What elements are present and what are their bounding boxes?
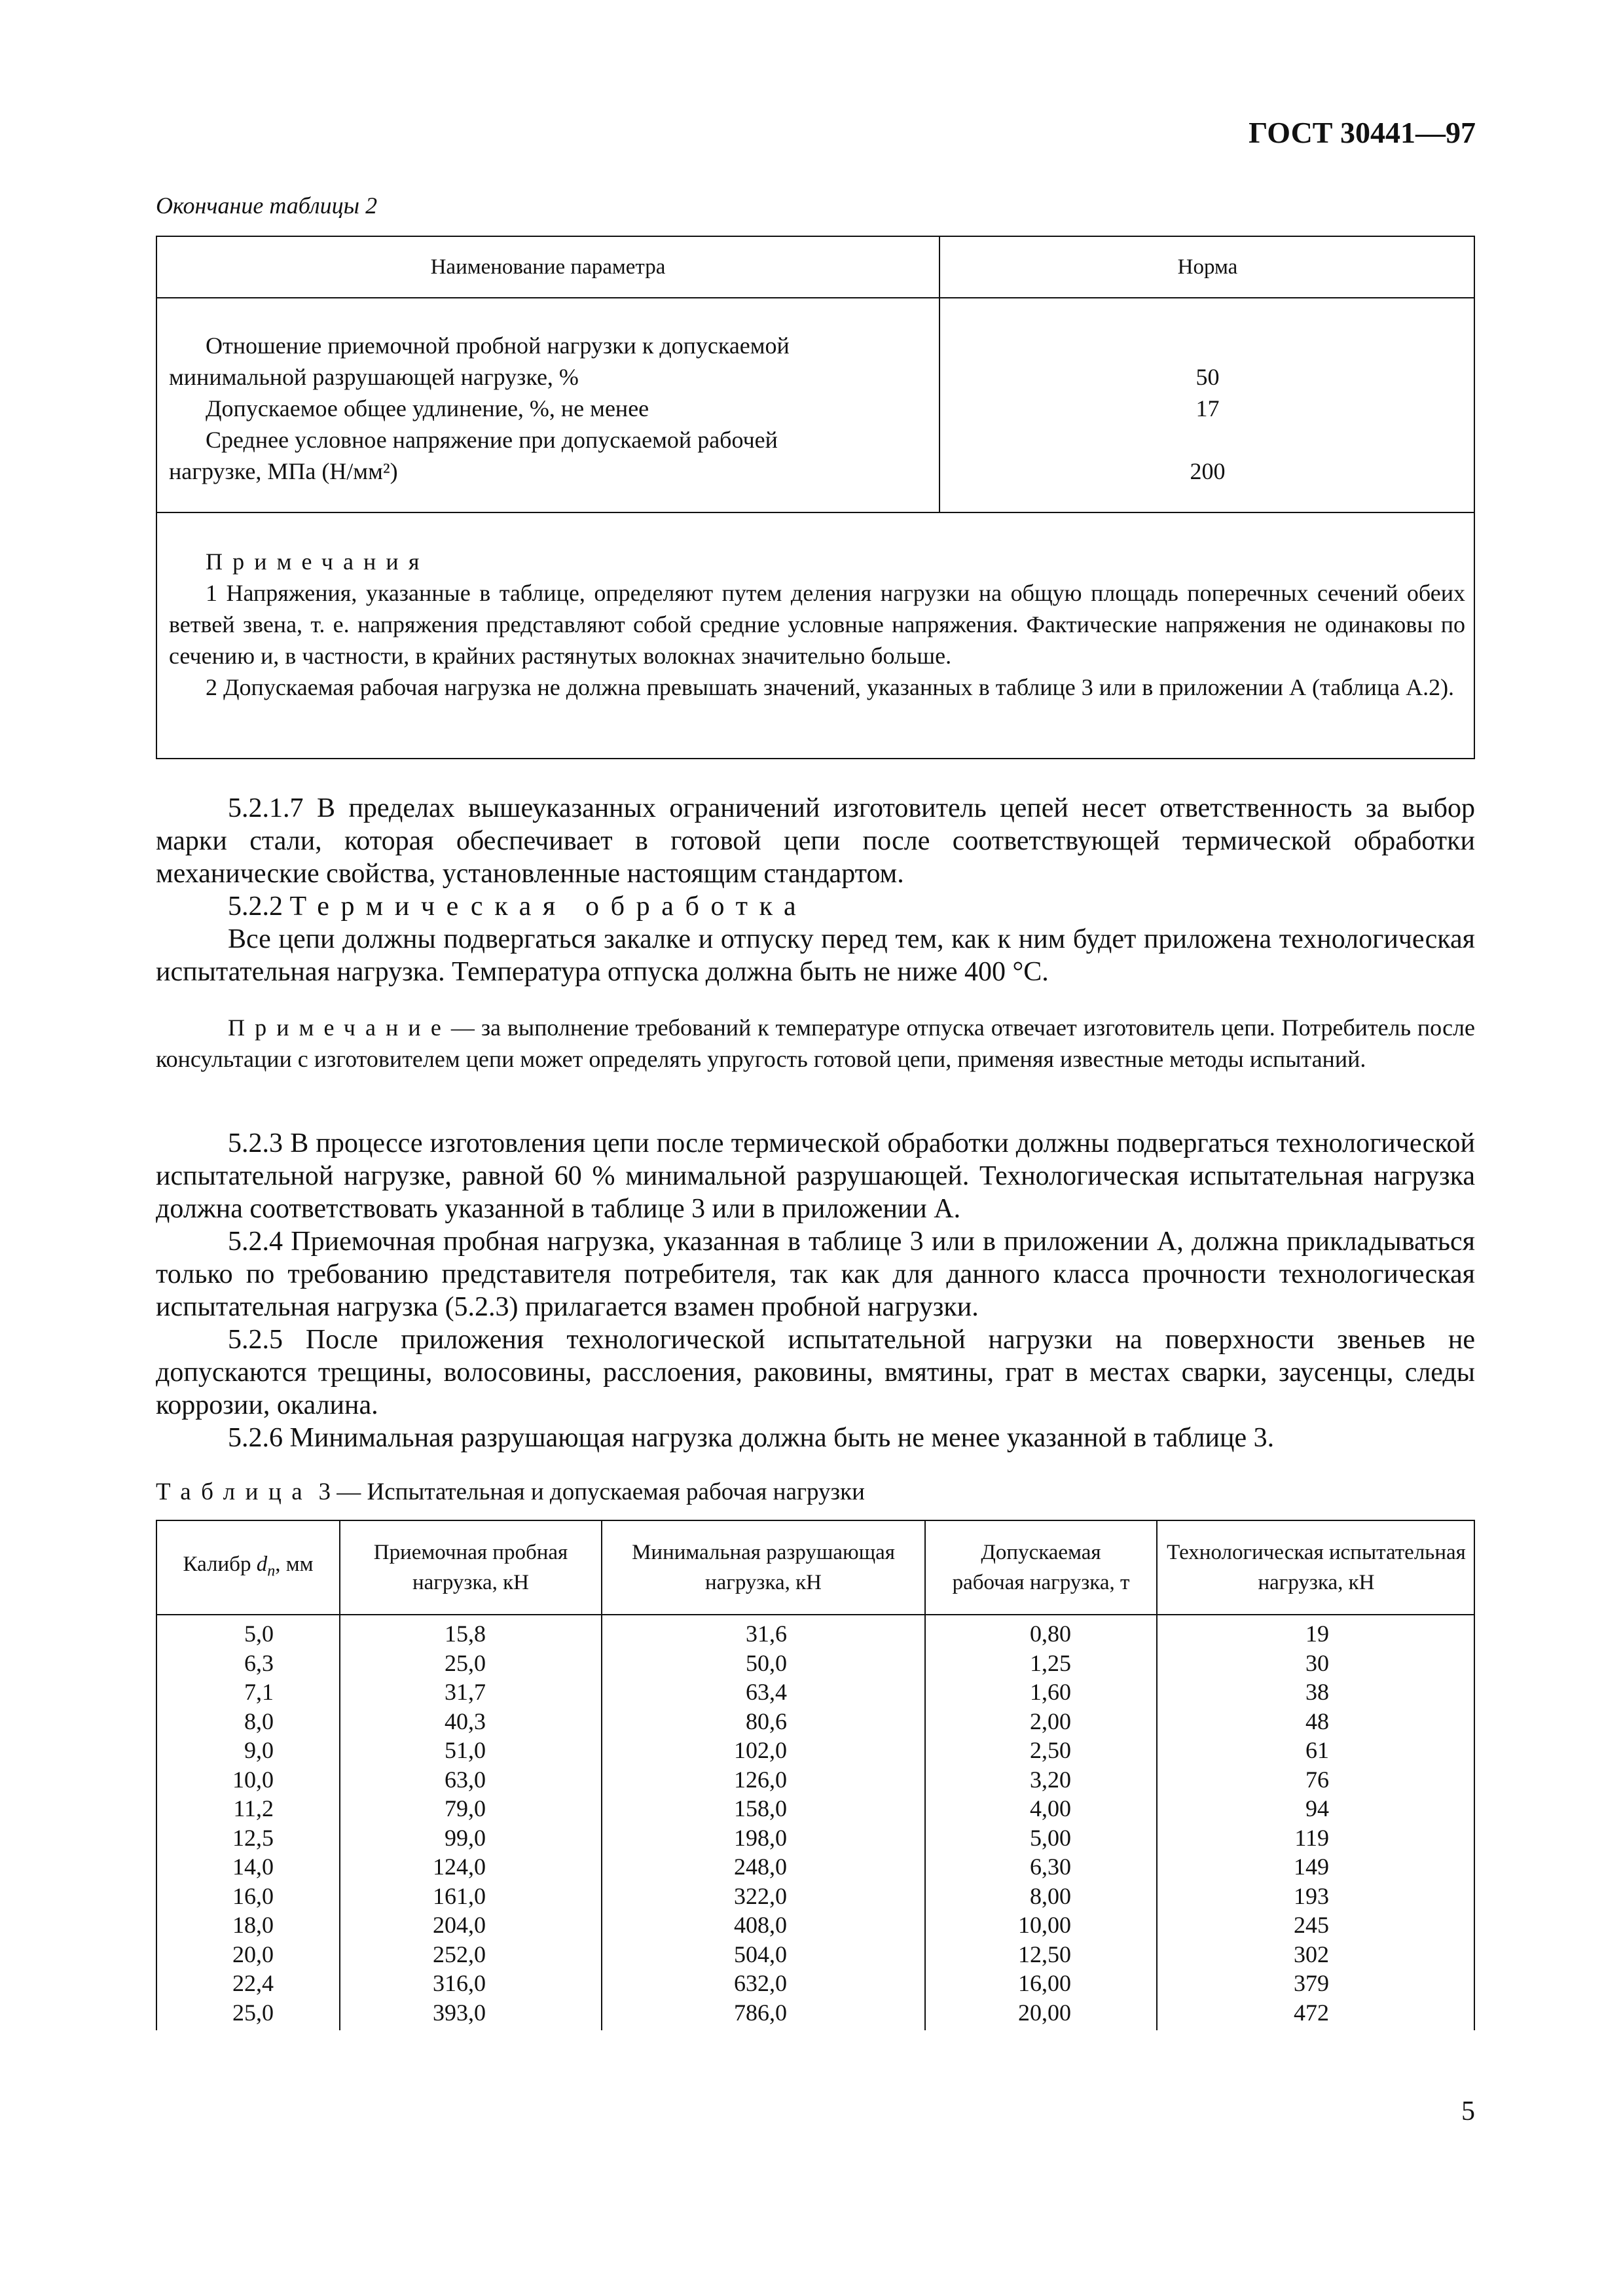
table3-header-divider [157,1614,1474,1615]
table3-cell-proof: 15,8 [445,1621,486,1647]
table3-header-caliber-sub: n [267,1562,276,1580]
table3-cell-tech: 30 [1305,1649,1329,1676]
table-2 [156,236,1475,759]
table3-cell-tech: 193 [1294,1882,1329,1909]
table3-header-caliber-var: d [256,1552,268,1576]
table3-cell-working: 5,00 [1030,1824,1071,1851]
table3-cell-working: 2,00 [1030,1708,1071,1734]
table3-cell-tech: 472 [1294,1999,1329,2026]
table2-note-2: 2 Допускаемая рабочая нагрузка не должна превышать значений, указанных в таблице 3 или в приложении А (таблица А.2). [206,674,1455,700]
table3-cell-proof: 51,0 [445,1737,486,1763]
document-code: ГОСТ 30441—97 [1249,116,1476,149]
table3-cell-break: 31,6 [746,1621,787,1647]
table3-cell-break: 80,6 [746,1708,787,1734]
table3-cell-tech: 76 [1305,1766,1329,1793]
note-tempering [156,1012,1475,1075]
table3-cell-working: 3,20 [1030,1766,1071,1793]
table3-cell-working: 1,25 [1030,1649,1071,1676]
table3-cell-break: 102,0 [734,1737,787,1763]
table3-cell-working: 10,00 [1018,1912,1071,1938]
table2-row1-line2: минимальной разрушающей нагрузке, % [169,364,579,390]
table3-cell-caliber: 16,0 [232,1882,274,1909]
table3-cell-working: 12,50 [1018,1941,1071,1967]
table3-cell-caliber: 8,0 [244,1708,274,1734]
table3-cell-break: 504,0 [734,1941,787,1967]
table3-cell-caliber: 5,0 [244,1621,274,1647]
table3-cell-caliber: 9,0 [244,1737,274,1763]
table3-cell-proof: 161,0 [433,1882,486,1909]
table2-header-divider [157,297,1474,298]
table-3 [156,1520,1475,2030]
table3-cell-tech: 94 [1305,1795,1329,1821]
table3-col-break [602,1619,787,2027]
table3-cell-break: 50,0 [746,1649,787,1676]
table2-param-cell [169,330,930,487]
table3-cell-proof: 204,0 [433,1912,486,1938]
table3-cell-working: 16,00 [1018,1970,1071,1996]
table3-cell-tech: 38 [1305,1679,1329,1705]
table3-cell-break: 63,4 [746,1679,787,1705]
table2-row2-line1: Допускаемое общее удлинение, %, не менее [206,395,649,422]
paragraph-5-2-3: 5.2.3 В процессе изготовления цепи после термической обработки должны подвергаться технологической испытательной нагрузке, равной 60 % минимальной разрушающей. Технологическая испытательная нагрузка должна соответствовать указанной в таблице 3 или в приложении А. [156,1128,1475,1224]
paragraph-5-2-4: 5.2.4 Приемочная пробная нагрузка, указанная в таблице 3 или в приложении А, должна прикладываться только по требованию представителя потребителя, так как для данного класса прочности технологическая испытательная нагрузка (5.2.3) прилагается взамен пробной нагрузки. [156,1227,1475,1322]
table3-cell-proof: 31,7 [445,1679,486,1705]
table3-cell-caliber: 6,3 [244,1649,274,1676]
heading-5-2-2 [156,890,1475,923]
paragraph-5-2-2: Все цепи должны подвергаться закалке и отпуску перед тем, как к ним будет приложена технологическая испытательная нагрузка. Температура отпуска должна быть не ниже 400 °С. [156,924,1475,987]
table2-notes-title: Примечания [206,548,429,575]
table3-cell-caliber: 18,0 [232,1912,274,1938]
table3-cell-proof: 25,0 [445,1649,486,1676]
table3-col-proof [340,1619,486,2027]
table3-col-working [926,1619,1071,2027]
table3-header-proof: Приемочная пробная нагрузка, кН [373,1541,568,1594]
table3-cell-break: 322,0 [734,1882,787,1909]
table3-cell-tech: 302 [1294,1941,1329,1967]
table2-notes [169,546,1465,703]
table3-cell-working: 8,00 [1030,1882,1071,1909]
table3-header-caliber-unit: , мм [275,1552,314,1576]
table3-cell-caliber: 14,0 [232,1854,274,1880]
table3-caption-word: Таблица [156,1479,313,1505]
paragraph-5-2-1-7 [156,792,1475,988]
table3-cell-break: 198,0 [734,1824,787,1851]
table3-cell-caliber: 20,0 [232,1941,274,1967]
table2-header-norm: Норма [1177,255,1238,279]
table2-notes-divider [157,512,1474,513]
table3-cell-tech: 61 [1305,1737,1329,1763]
table3-caption [156,1478,865,1506]
table3-caption-text: 3 — Испытательная и допускаемая рабочая нагрузки [318,1479,865,1505]
table3-cell-break: 158,0 [734,1795,787,1821]
table3-cell-working: 0,80 [1030,1621,1071,1647]
table3-cell-proof: 79,0 [445,1795,486,1821]
table3-cell-tech: 48 [1305,1708,1329,1734]
table3-col-caliber [157,1619,274,2027]
table3-header-caliber [157,1521,339,1614]
table3-cell-caliber: 25,0 [232,1999,274,2026]
table3-cell-proof: 252,0 [433,1941,486,1967]
table3-cell-working: 4,00 [1030,1795,1071,1821]
table3-cell-tech: 245 [1294,1912,1329,1938]
table2-row2-value: 17 [1195,395,1220,422]
table3-cell-tech: 149 [1294,1854,1329,1880]
table3-cell-working: 6,30 [1030,1854,1071,1880]
table3-header-caliber-label: Калибр [183,1552,257,1576]
table2-header-param: Наименование параметра [430,255,666,279]
table2-note-1: 1 Напряжения, указанные в таблице, определяют путем деления нагрузки на общую площадь поперечных сечений обеих ветвей звена, т. е. напряжения представляют собой средние условные напряжения. Фактические напряжения не одинаковы по сечению и, в частности, в крайних растянутых волокнах значительно больше. [169,580,1465,669]
table3-cell-tech: 119 [1294,1824,1329,1851]
table3-cell-proof: 316,0 [433,1970,486,1996]
table3-cell-break: 408,0 [734,1912,787,1938]
table3-cell-tech: 19 [1305,1621,1329,1647]
table3-cell-break: 248,0 [734,1854,787,1880]
table2-row1-line1: Отношение приемочной пробной нагрузки к допускаемой [206,332,790,359]
paragraph-5-2-5: 5.2.5 После приложения технологической испытательной нагрузки на поверхности звеньев не допускаются трещины, волосовины, расслоения, раковины, вмятины, грат в местах сварки, заусенцы, следы коррозии, окалина. [156,1325,1475,1420]
note-text: — за выполнение требований к температуре отпуска отвечает изготовитель цепи. Потребитель после консультации с изготовителем цепи может определять упругость готовой цепи, применяя известные методы испытаний. [156,1014,1475,1072]
table3-cell-break: 126,0 [734,1766,787,1793]
paragraph-5-2-1-7-text: 5.2.1.7 В пределах вышеуказанных ограничений изготовитель цепей несет ответственность за выбор марки стали, которая обеспечивает в готовой цепи после соответствующей термической обработки механические свойства, установленные настоящим стандартом. [156,793,1475,889]
table3-cell-working: 20,00 [1018,1999,1071,2026]
table2-row3-line2: нагрузке, МПа (Н/мм²) [169,458,398,484]
table3-cell-caliber: 12,5 [232,1824,274,1851]
table3-cell-caliber: 7,1 [244,1679,274,1705]
table2-continuation-caption: Окончание таблицы 2 [156,192,378,219]
table3-cell-proof: 393,0 [433,1999,486,2026]
table3-cell-working: 1,60 [1030,1679,1071,1705]
heading-5-2-2-number: 5.2.2 [228,891,283,922]
table3-cell-caliber: 11,2 [233,1795,274,1821]
heading-5-2-2-title: Термическая обработка [289,891,808,922]
paragraphs-5-2-3-to-5-2-6 [156,1127,1475,1454]
table3-cell-proof: 124,0 [433,1854,486,1880]
table3-header-working: Допускаемая рабочая нагрузка, т [952,1541,1130,1594]
note-label: Примечание [228,1014,451,1041]
paragraph-5-2-6: 5.2.6 Минимальная разрушающая нагрузка должна быть не менее указанной в таблице 3. [228,1423,1275,1453]
table2-row3-line1: Среднее условное напряжение при допускаемой рабочей [206,427,778,453]
table3-cell-caliber: 22,4 [232,1970,274,1996]
table3-header-tech: Технологическая испытательная нагрузка, кН [1167,1541,1466,1594]
table2-row1-value: 50 [1195,364,1220,390]
table3-cell-break: 786,0 [734,1999,787,2026]
page-number: 5 [1461,2096,1475,2126]
table3-cell-proof: 63,0 [445,1766,486,1793]
table3-cell-proof: 40,3 [445,1708,486,1734]
table3-header-break: Минимальная разрушающая нагрузка, кН [632,1541,895,1594]
table2-row3-value: 200 [1190,458,1226,484]
table3-cell-break: 632,0 [734,1970,787,1996]
table3-cell-proof: 99,0 [445,1824,486,1851]
table3-cell-tech: 379 [1294,1970,1329,1996]
table3-cell-caliber: 10,0 [232,1766,274,1793]
table3-col-tech [1158,1619,1329,2027]
table3-cell-working: 2,50 [1030,1737,1071,1763]
